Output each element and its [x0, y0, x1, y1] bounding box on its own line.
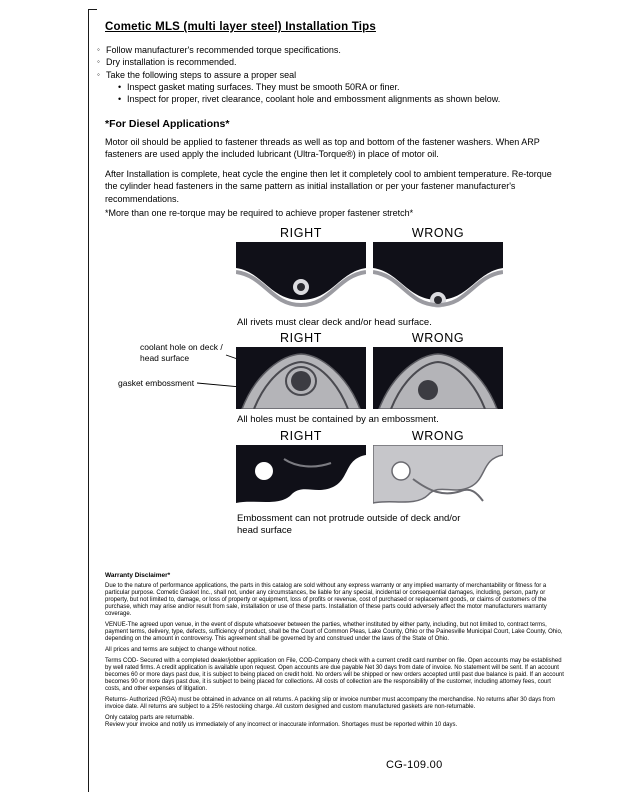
embossment-contain-right-illustration — [236, 347, 366, 409]
coolant-hole-icon — [291, 371, 311, 391]
row3-caption: Embossment can not protrude outside of deck and/or head surface — [237, 513, 461, 536]
warranty-disclaimer-heading: Warranty Disclaimer* — [105, 572, 171, 579]
diesel-paragraph-1: Motor oil should be applied to fastener threads as well as top and bottom of the fastener washers. When ARP fasteners are used apply the included lubricant (Ultra-Torque®) in place of motor oil. — [105, 137, 540, 160]
bolt-hole-icon — [255, 462, 273, 480]
row3-right-header: RIGHT — [280, 429, 322, 443]
disclaimer-paragraph: Due to the nature of performance applications, the parts in this catalog are sold without any express warranty or any implied warranty of merchantability or fitness for a particular purpose. Cometic Gasket Inc., shall not, under any circumstances, be liable for any special, incidental or consequential damages, including, person, party or property, but not limited to, damage, or loss of property or equipment, loss of profits or revenue, cost of purchased or replacement goods, or claims of customers of the purchase, which may arise and/or result from sale, installation or use of these parts. Installation of these parts could adversely affect the motor manufacturers warranty coverage. — [105, 583, 547, 617]
disclaimer-paragraph: Returns- Authorized (RGA) must be obtained in advance on all returns. A packing slip or invoice number must accompany the merchandise. No returns after 30 days from invoice date. All returns are subject to a 25% restocking charge. All custom designed and custom manufactured gaskets are non-returnable. — [105, 697, 555, 710]
row2-caption: All holes must be contained by an embossment. — [237, 414, 439, 425]
diesel-paragraph-2: After Installation is complete, heat cycle the engine then let it completely cool to ambient temperature. Re-torque the cylinder head fasteners in the same pattern as initial installation or per your fastener manufacturer's recommendations. — [105, 169, 552, 204]
disclaimer-paragraph: VENUE-The agreed upon venue, in the event of dispute whatsoever between the parties, whether instituted by either party, including, but not limited to, contract terms, payment terms, delivery, type, defects, sufficiency of product, shall be the Court of Common Pleas, Lake County, Ohio or the Painesville Municipal Court, Lake County, Ohio, depending on the amount in controversy. This agreement shall be governed by and construed under the laws of the State of Ohio. — [105, 622, 563, 642]
gasket-embossment-callout-label: gasket embossment — [118, 378, 195, 388]
protrusion-wrong-illustration — [373, 445, 503, 509]
bullet-dot-icon: • — [118, 81, 122, 92]
disclaimer-paragraph: All prices and terms are subject to change without notice. — [105, 647, 257, 653]
row1-right-header: RIGHT — [280, 226, 322, 240]
bullet-circle-icon: ◦ — [97, 45, 100, 54]
bullet-circle-icon: ◦ — [97, 69, 100, 79]
list-item — [97, 44, 567, 56]
bullet-dot-icon: • — [118, 94, 122, 105]
list-item-text: Dry installation is recommended. — [106, 57, 237, 68]
list-item-text: Follow manufacturer's recommended torque specifications. — [106, 45, 341, 55]
bullet-circle-icon: ◦ — [97, 57, 100, 67]
embossment-contain-wrong-illustration — [373, 347, 503, 409]
installation-tips-list — [97, 44, 567, 105]
row1-wrong-diagram — [373, 242, 503, 314]
disclaimer-paragraph: Terms COD- Secured with a completed dealer/jobber application on File, COD-Company check with a current credit card number on file. Open accounts may be established by well rated firms. A credit application is available upon request. Open accounts are due payable Net 30 days from date of invoice. No statement will be sent. If an account becomes 60 or more days past due, it is subject to being placed on credit hold. No orders will be shipped or new orders accepted until past due balance is paid. If an account becomes 90 or more days past due, it is subject to being placed for collections. All costs of collection are the responsibility of the customer, including attorney fees, court costs, and other expenses of litigation. — [105, 658, 564, 692]
page-number: CG-109.00 — [386, 759, 443, 771]
left-border-rule — [88, 9, 89, 792]
list-item-text: Inspect for proper, rivet clearance, coolant hole and embossment alignments as shown below. — [127, 94, 501, 105]
coolant-hole-callout-label: coolant hole on deck / head surface — [140, 342, 223, 363]
list-item — [97, 69, 567, 81]
list-subitem — [97, 81, 567, 93]
protrusion-right-illustration — [236, 445, 366, 509]
list-item-text: Take the following steps to assure a proper seal — [106, 69, 297, 80]
row1-caption: All rivets must clear deck and/or head surface. — [237, 317, 432, 328]
rivet-clear-wrong-illustration — [373, 242, 503, 314]
list-subitem — [97, 93, 567, 105]
row2-right-header: RIGHT — [280, 331, 322, 345]
row2-wrong-header: WRONG — [411, 331, 465, 345]
page-title: Cometic MLS (multi layer steel) Installation Tips — [105, 21, 376, 33]
row2-wrong-diagram — [373, 347, 503, 409]
row3-wrong-diagram — [373, 445, 503, 509]
row1-right-diagram — [236, 242, 366, 314]
top-crop-mark — [88, 9, 97, 10]
warranty-disclaimer — [105, 572, 565, 733]
row2-right-diagram — [236, 347, 366, 409]
rivet-clear-right-illustration — [236, 242, 366, 314]
coolant-hole-icon — [418, 380, 438, 400]
list-item — [97, 56, 567, 68]
disclaimer-paragraph: Only catalog parts are returnable. — [105, 715, 195, 721]
row3-wrong-header: WRONG — [411, 429, 465, 443]
row3-right-diagram — [236, 445, 366, 509]
disclaimer-paragraph: Review your invoice and notify us immediately of any incorrect or inaccurate information. Shortages must be reported within 10 days. — [105, 722, 458, 728]
bolt-hole-icon — [392, 462, 410, 480]
retorque-note: *More than one re-torque may be required to achieve proper fastener stretch* — [105, 208, 414, 218]
list-item-text: Inspect gasket mating surfaces. They must be smooth 50RA or finer. — [127, 81, 400, 92]
row1-wrong-header: WRONG — [411, 226, 465, 240]
diesel-applications-heading: *For Diesel Applications* — [105, 118, 230, 130]
